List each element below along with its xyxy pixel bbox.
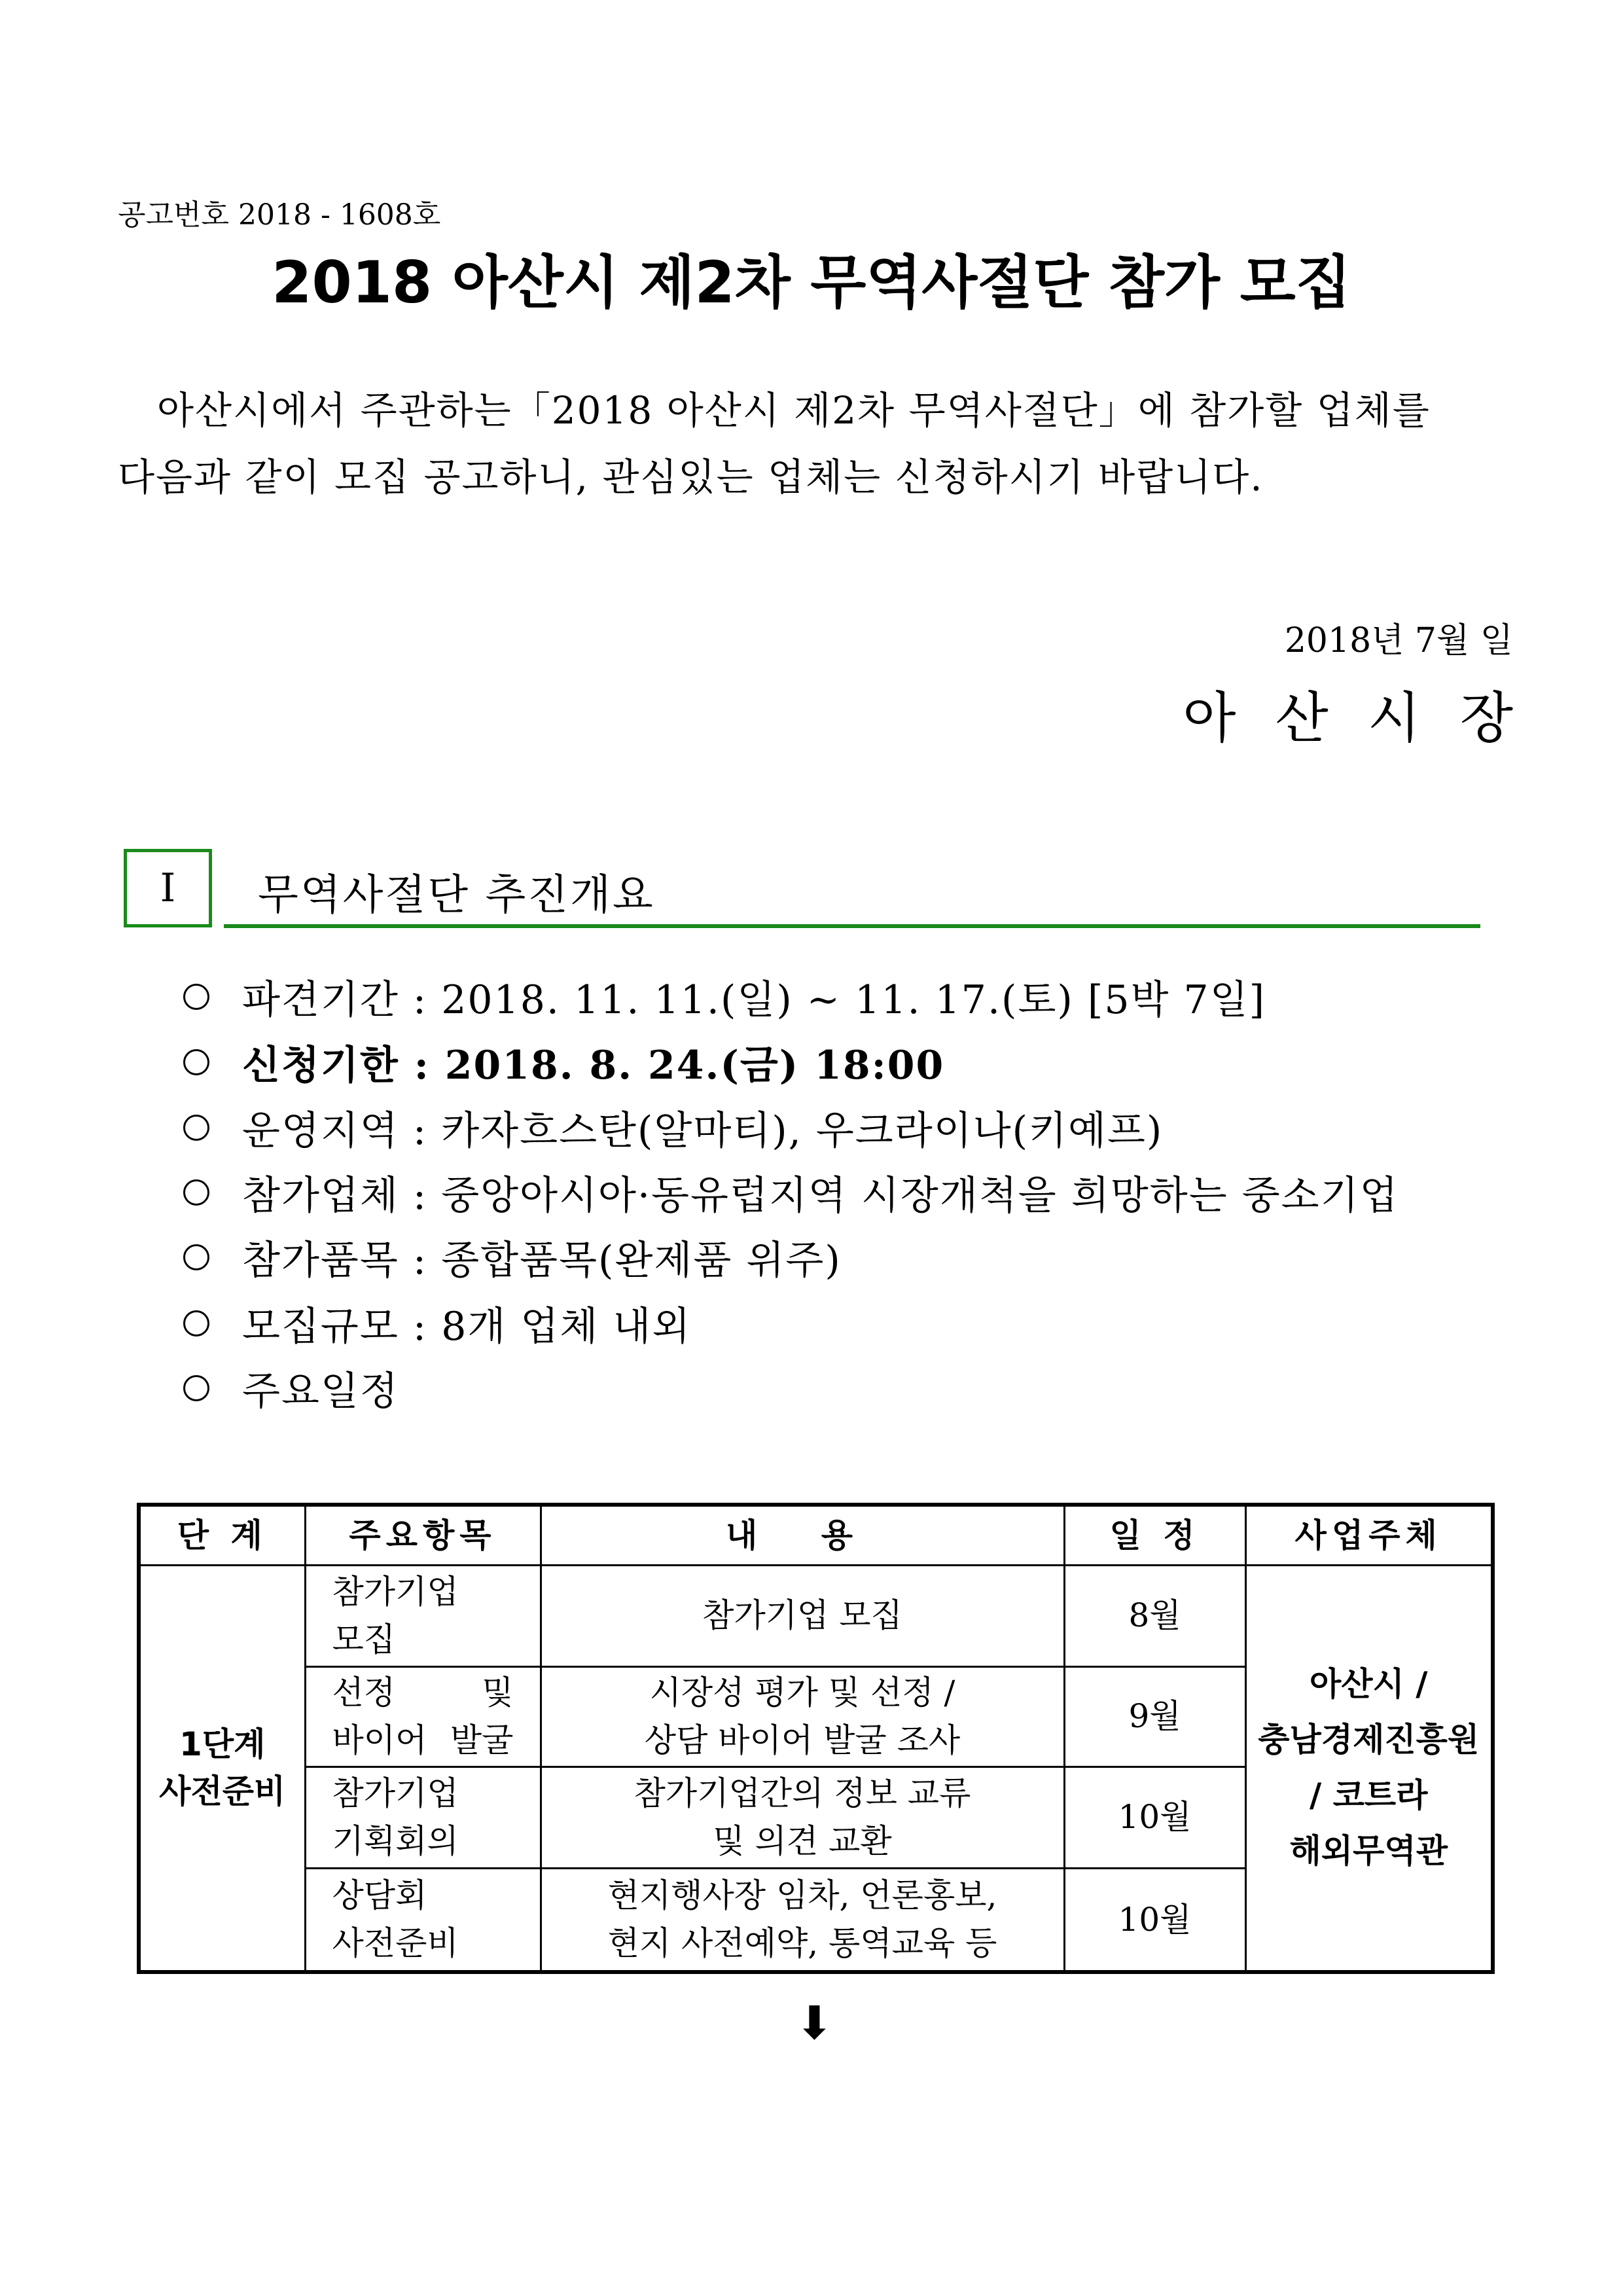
schedule-cell: 9월	[1064, 1666, 1245, 1767]
stage-cell: 1단계 사전준비	[139, 1565, 305, 1972]
issuer: 아산시장	[1183, 686, 1552, 750]
bullet-item: 운영지역 : 카자흐스탄(알마티), 우크라이나(키예프)	[183, 1100, 1163, 1156]
bullet-item: 파견기간 : 2018. 11. 11.(일) ~ 11. 17.(토) [5박 7일]	[183, 969, 1266, 1025]
bullet-item: 신청기한 : 2018. 8. 24.(금) 18:00	[183, 1034, 944, 1090]
content-cell: 시장성 평가 및 선정 / 상담 바이어 발굴 조사	[541, 1666, 1064, 1767]
header-content: 내 용	[541, 1505, 1064, 1565]
bullet-item: 주요일정	[183, 1360, 399, 1416]
notice-date: 2018년 7월 일	[1284, 621, 1513, 660]
schedule-cell: 8월	[1064, 1565, 1245, 1666]
item-cell: 참가기업 기획회의	[305, 1767, 541, 1868]
bullet-item: 참가업체 : 중앙아시아·동유럽지역 시장개척을 희망하는 중소기업	[183, 1164, 1399, 1221]
intro-line-1: 아산시에서 주관하는「2018 아산시 제2차 무역사절단」에 참가할 업체를	[157, 388, 1431, 433]
circle-bullet-icon	[183, 1310, 209, 1336]
header-schedule: 일 정	[1064, 1505, 1245, 1565]
section-number-box	[124, 849, 212, 927]
down-arrow-icon: ⬇	[795, 1996, 834, 2050]
circle-bullet-icon	[183, 1179, 209, 1206]
table-header-row	[139, 1505, 1493, 1565]
section-number: Ⅰ	[160, 865, 176, 911]
schedule-table	[137, 1503, 1495, 1974]
content-cell: 참가기업간의 정보 교류 및 의견 교환	[541, 1767, 1064, 1868]
circle-bullet-icon	[183, 1049, 209, 1075]
header-item: 주요항목	[305, 1505, 541, 1565]
schedule-cell: 10월	[1064, 1767, 1245, 1868]
item-cell: 참가기업 모집	[305, 1565, 541, 1666]
schedule-cell: 10월	[1064, 1868, 1245, 1972]
owner-cell: 아산시 / 충남경제진흥원 / 코트라 해외무역관	[1245, 1565, 1493, 1972]
header-stage: 단 계	[139, 1505, 305, 1565]
notice-number: 공고번호 2018 - 1608호	[118, 198, 441, 232]
intro-line-2: 다음과 같이 모집 공고하니, 관심있는 업체는 신청하시기 바랍니다.	[118, 455, 1264, 499]
section-underline	[224, 924, 1480, 928]
item-cell: 선정 및 바이어 발굴	[305, 1666, 541, 1767]
circle-bullet-icon	[183, 1375, 209, 1401]
bullet-item: 모집규모 : 8개 업체 내외	[183, 1295, 691, 1352]
circle-bullet-icon	[183, 1244, 209, 1270]
content-cell: 참가기업 모집	[541, 1565, 1064, 1666]
table-row	[139, 1565, 1493, 1666]
circle-bullet-icon	[183, 1115, 209, 1141]
page-title: 2018 아산시 제2차 무역사절단 참가 모집	[272, 249, 1351, 316]
bullet-item: 참가품목 : 종합품목(완제품 위주)	[183, 1229, 842, 1285]
circle-bullet-icon	[183, 984, 209, 1010]
header-owner: 사업주체	[1245, 1505, 1493, 1565]
section-title: 무역사절단 추진개요	[258, 871, 655, 920]
item-cell: 상담회 사전준비	[305, 1868, 541, 1972]
content-cell: 현지행사장 임차, 언론홍보, 현지 사전예약, 통역교육 등	[541, 1868, 1064, 1972]
